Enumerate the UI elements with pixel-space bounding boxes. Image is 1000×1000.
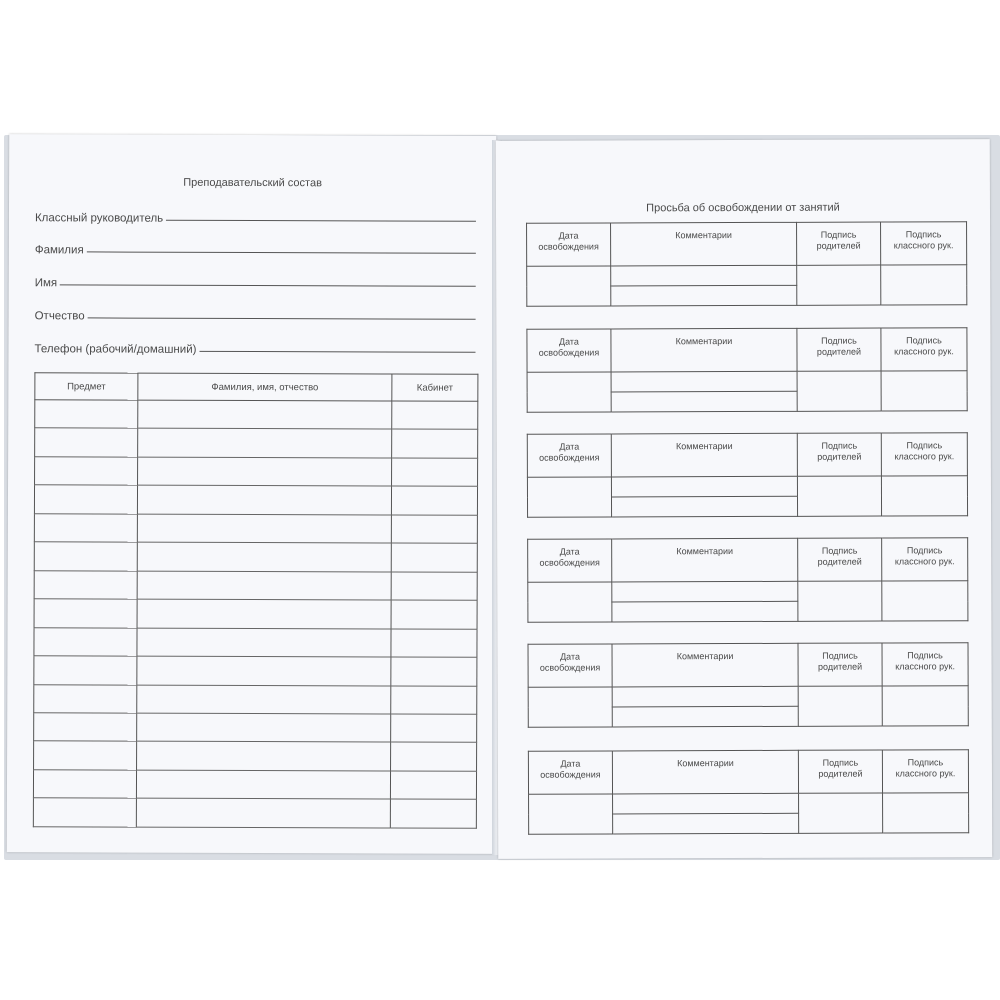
header-text: родителей — [817, 451, 862, 462]
header-text: Подпись — [906, 335, 942, 346]
header-parents-signature — [798, 750, 882, 793]
room-cell[interactable] — [392, 429, 478, 458]
header-text: родителей — [818, 661, 863, 672]
header-date — [527, 329, 611, 372]
full-name-cell[interactable] — [137, 599, 391, 628]
date-cell[interactable] — [527, 477, 611, 517]
header-date — [527, 434, 611, 477]
table-row — [34, 570, 477, 600]
full-name-cell[interactable] — [137, 571, 391, 600]
date-cell[interactable] — [529, 794, 613, 834]
table-row — [34, 741, 477, 771]
table-row — [34, 514, 477, 544]
release-form-table — [526, 221, 967, 307]
header-date — [528, 539, 612, 582]
header-parents-signature — [798, 643, 882, 686]
header-text: Подпись — [907, 757, 944, 768]
teacher-signature-cell[interactable] — [883, 793, 969, 833]
table-row — [34, 656, 477, 686]
fill-line[interactable] — [199, 351, 475, 353]
full-name-cell[interactable] — [137, 742, 391, 771]
header-parents-signature — [798, 538, 882, 581]
table-row — [35, 428, 478, 458]
subject-cell[interactable] — [34, 542, 137, 571]
header-text: классного рук. — [894, 451, 955, 462]
header-text: освобождения — [539, 452, 600, 463]
header-text: освобождения — [540, 769, 601, 780]
header-comments: Комментарии — [611, 433, 797, 477]
release-form-table — [527, 432, 968, 518]
header-comments: Комментарии — [611, 222, 797, 266]
parents-signature-cell[interactable] — [799, 793, 883, 833]
header-date — [528, 751, 612, 794]
table-row — [34, 599, 477, 629]
teacher-signature-cell[interactable] — [881, 476, 967, 516]
header-text: Подпись — [905, 229, 942, 240]
full-name-cell[interactable] — [138, 429, 392, 458]
subject-cell[interactable] — [34, 485, 137, 514]
field-phone — [34, 335, 475, 357]
header-text: Дата — [558, 230, 579, 241]
teacher-signature-cell[interactable] — [882, 686, 968, 726]
room-cell[interactable] — [391, 515, 477, 544]
comment-line-cell[interactable] — [612, 581, 798, 602]
header-parents-signature — [797, 433, 881, 476]
table-row — [35, 457, 478, 487]
field-label: Телефон (рабочий/домашний) — [34, 343, 197, 356]
date-cell[interactable] — [527, 266, 611, 306]
page-title: Просьба об освобождении от занятий — [646, 201, 840, 215]
header-teacher-signature — [882, 750, 968, 793]
room-cell[interactable] — [391, 742, 477, 771]
full-name-cell[interactable] — [137, 628, 391, 657]
header-text: Подпись — [906, 440, 943, 451]
full-name-cell[interactable] — [137, 685, 391, 714]
full-name-cell[interactable] — [136, 770, 390, 799]
page-title: Преподавательский состав — [183, 176, 322, 190]
left-page — [7, 134, 497, 854]
header-comments: Комментарии — [612, 643, 798, 687]
subject-cell[interactable] — [34, 684, 137, 713]
full-name-cell[interactable] — [138, 400, 392, 429]
parents-signature-cell[interactable] — [797, 371, 881, 411]
release-form-table — [527, 537, 968, 623]
release-form-table — [528, 749, 969, 835]
parents-signature-cell[interactable] — [798, 581, 882, 621]
header-text: освобождения — [539, 557, 600, 568]
parents-signature-cell[interactable] — [797, 476, 881, 516]
comment-line-cell[interactable] — [612, 706, 798, 727]
subject-cell[interactable] — [35, 457, 138, 486]
header-text: освобождения — [538, 241, 599, 252]
room-cell[interactable] — [391, 600, 477, 629]
parents-signature-cell[interactable] — [797, 265, 881, 305]
date-cell[interactable] — [528, 582, 612, 622]
room-cell[interactable] — [391, 714, 477, 743]
header-text: классного рук. — [894, 556, 955, 567]
field-class-teacher — [35, 204, 476, 226]
header-text: Подпись — [821, 335, 857, 346]
header-text: классного рук. — [895, 768, 956, 779]
comment-line-cell[interactable] — [611, 391, 797, 412]
comment-line-cell[interactable] — [613, 813, 799, 834]
room-cell[interactable] — [391, 629, 477, 658]
table-row — [34, 627, 477, 657]
header-text: классного рук. — [895, 661, 955, 672]
date-cell[interactable] — [527, 372, 611, 412]
header-text: Подпись — [906, 545, 943, 556]
header-text: классного рук. — [893, 240, 954, 251]
header-text: Дата — [559, 441, 580, 452]
subject-cell[interactable] — [34, 627, 137, 656]
subject-cell[interactable] — [35, 400, 138, 429]
column-header-room: Кабинет — [392, 374, 478, 401]
date-cell[interactable] — [528, 687, 612, 727]
header-comments: Комментарии — [612, 750, 798, 794]
comment-line-cell[interactable] — [611, 496, 797, 517]
full-name-cell[interactable] — [137, 542, 391, 571]
subject-cell[interactable] — [33, 770, 136, 799]
header-teacher-signature — [882, 643, 968, 686]
field-label: Фамилия — [34, 244, 84, 257]
header-text: Дата — [560, 758, 581, 769]
header-text: Подпись — [821, 545, 858, 556]
release-form-table — [526, 327, 967, 413]
room-cell[interactable] — [391, 686, 477, 715]
full-name-cell[interactable] — [138, 457, 392, 486]
room-cell[interactable] — [391, 572, 477, 601]
header-parents-signature — [797, 222, 881, 265]
subject-cell[interactable] — [34, 599, 137, 628]
fill-line[interactable] — [87, 251, 476, 253]
full-name-cell[interactable] — [137, 656, 391, 685]
header-text: родителей — [816, 240, 861, 251]
comment-line-cell[interactable] — [611, 285, 797, 306]
header-text: Дата — [559, 546, 580, 557]
subject-cell[interactable] — [34, 656, 137, 685]
field-label: Отчество — [34, 310, 85, 323]
teachers-table — [33, 372, 479, 829]
header-date — [528, 644, 612, 687]
parents-signature-cell[interactable] — [798, 686, 882, 726]
header-text: освобождения — [538, 347, 600, 358]
room-cell[interactable] — [391, 543, 477, 572]
header-text: родителей — [816, 346, 862, 357]
room-cell[interactable] — [391, 486, 477, 515]
header-text: родителей — [818, 768, 863, 779]
header-text: Подпись — [821, 440, 858, 451]
header-parents-signature — [797, 328, 881, 371]
comment-line-cell[interactable] — [612, 686, 798, 707]
header-teacher-signature — [881, 328, 967, 371]
subject-cell[interactable] — [34, 713, 137, 742]
full-name-cell[interactable] — [137, 713, 391, 742]
room-cell[interactable] — [390, 771, 476, 800]
table-row — [34, 485, 477, 515]
header-text: классного рук. — [894, 346, 954, 357]
header-text: Дата — [560, 651, 581, 662]
header-comments: Комментарии — [611, 328, 797, 372]
header-text: Подпись — [822, 650, 858, 661]
room-cell[interactable] — [390, 799, 476, 828]
subject-cell[interactable] — [34, 741, 137, 770]
teacher-signature-cell[interactable] — [882, 581, 968, 621]
teacher-signature-cell[interactable] — [881, 371, 967, 411]
comment-line-cell[interactable] — [612, 601, 798, 622]
room-cell[interactable] — [392, 458, 478, 487]
table-row — [35, 400, 478, 430]
header-date — [527, 223, 611, 266]
header-teacher-signature — [881, 222, 967, 265]
room-cell[interactable] — [391, 657, 477, 686]
subject-cell[interactable] — [34, 570, 137, 599]
full-name-cell[interactable] — [136, 798, 390, 828]
comment-line-cell[interactable] — [613, 793, 799, 814]
header-text: Подпись — [820, 229, 857, 240]
subject-cell[interactable] — [35, 428, 138, 457]
right-page — [496, 139, 993, 859]
field-patronymic — [35, 302, 476, 324]
column-header-full-name: Фамилия, имя, отчество — [138, 373, 392, 401]
header-teacher-signature — [882, 538, 968, 581]
table-row — [33, 798, 476, 828]
room-cell[interactable] — [392, 401, 478, 430]
header-comments: Комментарии — [612, 538, 798, 582]
table-row — [34, 542, 477, 572]
teacher-signature-cell[interactable] — [881, 265, 967, 305]
field-label: Имя — [34, 277, 58, 290]
header-text: Подпись — [907, 650, 943, 661]
field-label: Классный руководитель — [34, 212, 164, 225]
fill-line[interactable] — [166, 220, 476, 222]
header-text: Дата — [558, 336, 579, 347]
header-text: освобождения — [539, 662, 601, 673]
header-text: Подпись — [822, 757, 859, 768]
table-row — [34, 684, 477, 714]
table-row — [33, 770, 476, 800]
comment-line-cell[interactable] — [611, 265, 797, 286]
full-name-cell[interactable] — [137, 514, 391, 543]
header-text: родителей — [817, 556, 862, 567]
fill-line[interactable] — [60, 284, 476, 286]
field-surname — [35, 236, 476, 258]
fill-line[interactable] — [88, 317, 476, 319]
field-name — [35, 269, 476, 291]
comment-line-cell[interactable] — [611, 371, 797, 392]
column-header-subject: Предмет — [35, 373, 138, 400]
comment-line-cell[interactable] — [611, 476, 797, 497]
full-name-cell[interactable] — [137, 485, 391, 514]
release-form-table — [528, 642, 969, 728]
subject-cell[interactable] — [34, 514, 137, 543]
header-teacher-signature — [881, 433, 967, 476]
table-row — [34, 713, 477, 743]
subject-cell[interactable] — [33, 798, 136, 827]
